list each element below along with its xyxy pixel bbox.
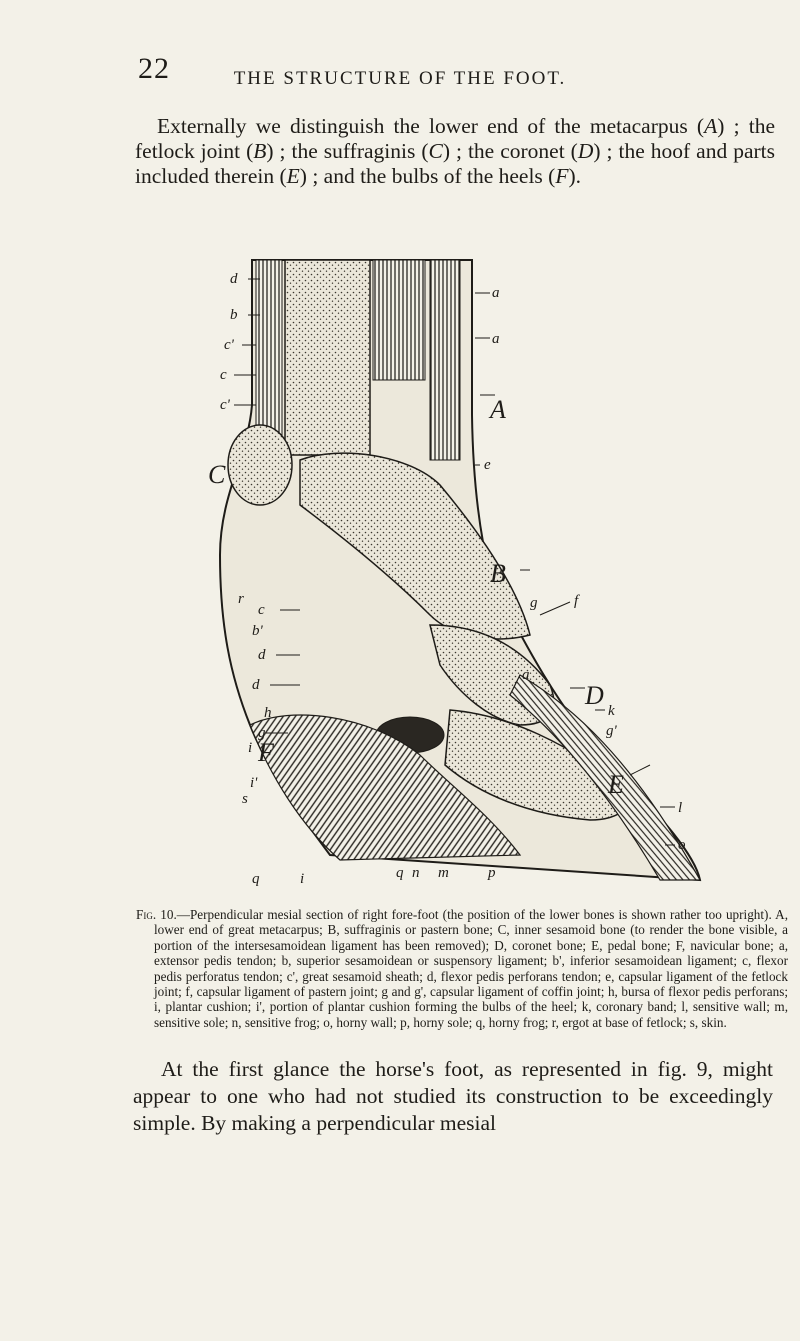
label-i-prime: i' [250,775,258,791]
caption-text: —Perpendicular mesial section of right fore-foot (the position of the lower bones is shown rather too upright). A, lower end of great metacarpus; B, suffraginis or pastern bone; C, inner sesamoid bone (to render the bone visible, a portion of the intersesamoidean ligament has been removed); D, coronet bone; E, pedal bone; F, navicular bone; a, extensor pedis tendon; b, superior sesamoidean or suspensory ligament; b', inferior sesamoidean ligament; c, flexor pedis perforatus tendon; c', great sesamoid sheath; d, flexor pedis perforans tendon; e, capsular ligament of the fetlock joint; f, capsular ligament of pastern joint; g and g', capsular ligament of coffin joint; h, bursa of flexor pedis perforans; i, plantar cushion; i', portion of plantar cushion forming the bulbs of the heel; k, coronary band; l, sensitive wall; m, sensitive sole; n, sensitive frog; o, horny wall; p, horny sole; q, horny frog; r, ergot at base of fetlock; s, skin. [154,907,788,1030]
label-g: g [530,595,538,611]
label-g-left: g [258,725,266,741]
sesamoid-bone [228,425,292,505]
label-e: e [484,457,491,473]
label-E: E [608,770,624,799]
foot-section-illustration [190,255,750,895]
label-r: r [238,591,244,607]
label-d-prime: d [252,677,260,693]
label-a-top: a [492,285,500,301]
figure-caption [136,907,788,1030]
label-B: B [490,559,506,588]
label-p: p [488,865,496,881]
label-c-prime: c' [224,337,234,353]
label-s: s [242,791,248,807]
extensor-tendon [430,260,460,460]
label-b: b [230,307,238,323]
label-C: C [208,460,226,489]
label-k: k [608,703,615,719]
label-d-top: d [230,271,238,287]
label-q: q [396,865,404,881]
caption-lead: Fig. 10. [136,907,177,922]
label-n: n [412,865,420,881]
label-i: i [248,740,253,756]
label-m: m [438,865,449,881]
page-number: 22 [138,52,170,85]
suspensory-ligament [373,260,425,380]
label-c-prime-2: c' [220,397,230,413]
label-g-prime: g' [606,723,617,739]
label-a: a [492,331,500,347]
running-head: THE STRUCTURE OF THE FOOT. [233,68,567,89]
intro-paragraph: Externally we distinguish the lower end of the metacarpus (A) ; the fetlock joint (B) ; the suffraginis (C) ; the coronet (D) ; the hoof and parts included therein (E) ; and the bulbs of the heels (F). [135,114,775,188]
label-o: o [678,837,686,853]
label-d: d [258,647,266,663]
label-a-hoof: a [522,667,530,683]
label-h: h [264,705,272,721]
label-D: D [585,681,604,710]
metacarpus-bone [285,260,370,455]
label-c: c [220,367,227,383]
label-l: l [678,800,683,816]
label-q-left: q [252,871,260,887]
label-b-prime: b' [252,623,263,639]
body-paragraph: At the first glance the horse's foot, as represented in fig. 9, might appear to one who had not studied its construction to be exceedingly simple. By making a perpendicular mesial [133,1057,773,1135]
label-c-lower: c [258,602,265,618]
label-f: f [574,593,579,609]
label-F: F [258,738,274,767]
label-A: A [490,395,506,424]
label-i-bottom: i [300,871,305,887]
